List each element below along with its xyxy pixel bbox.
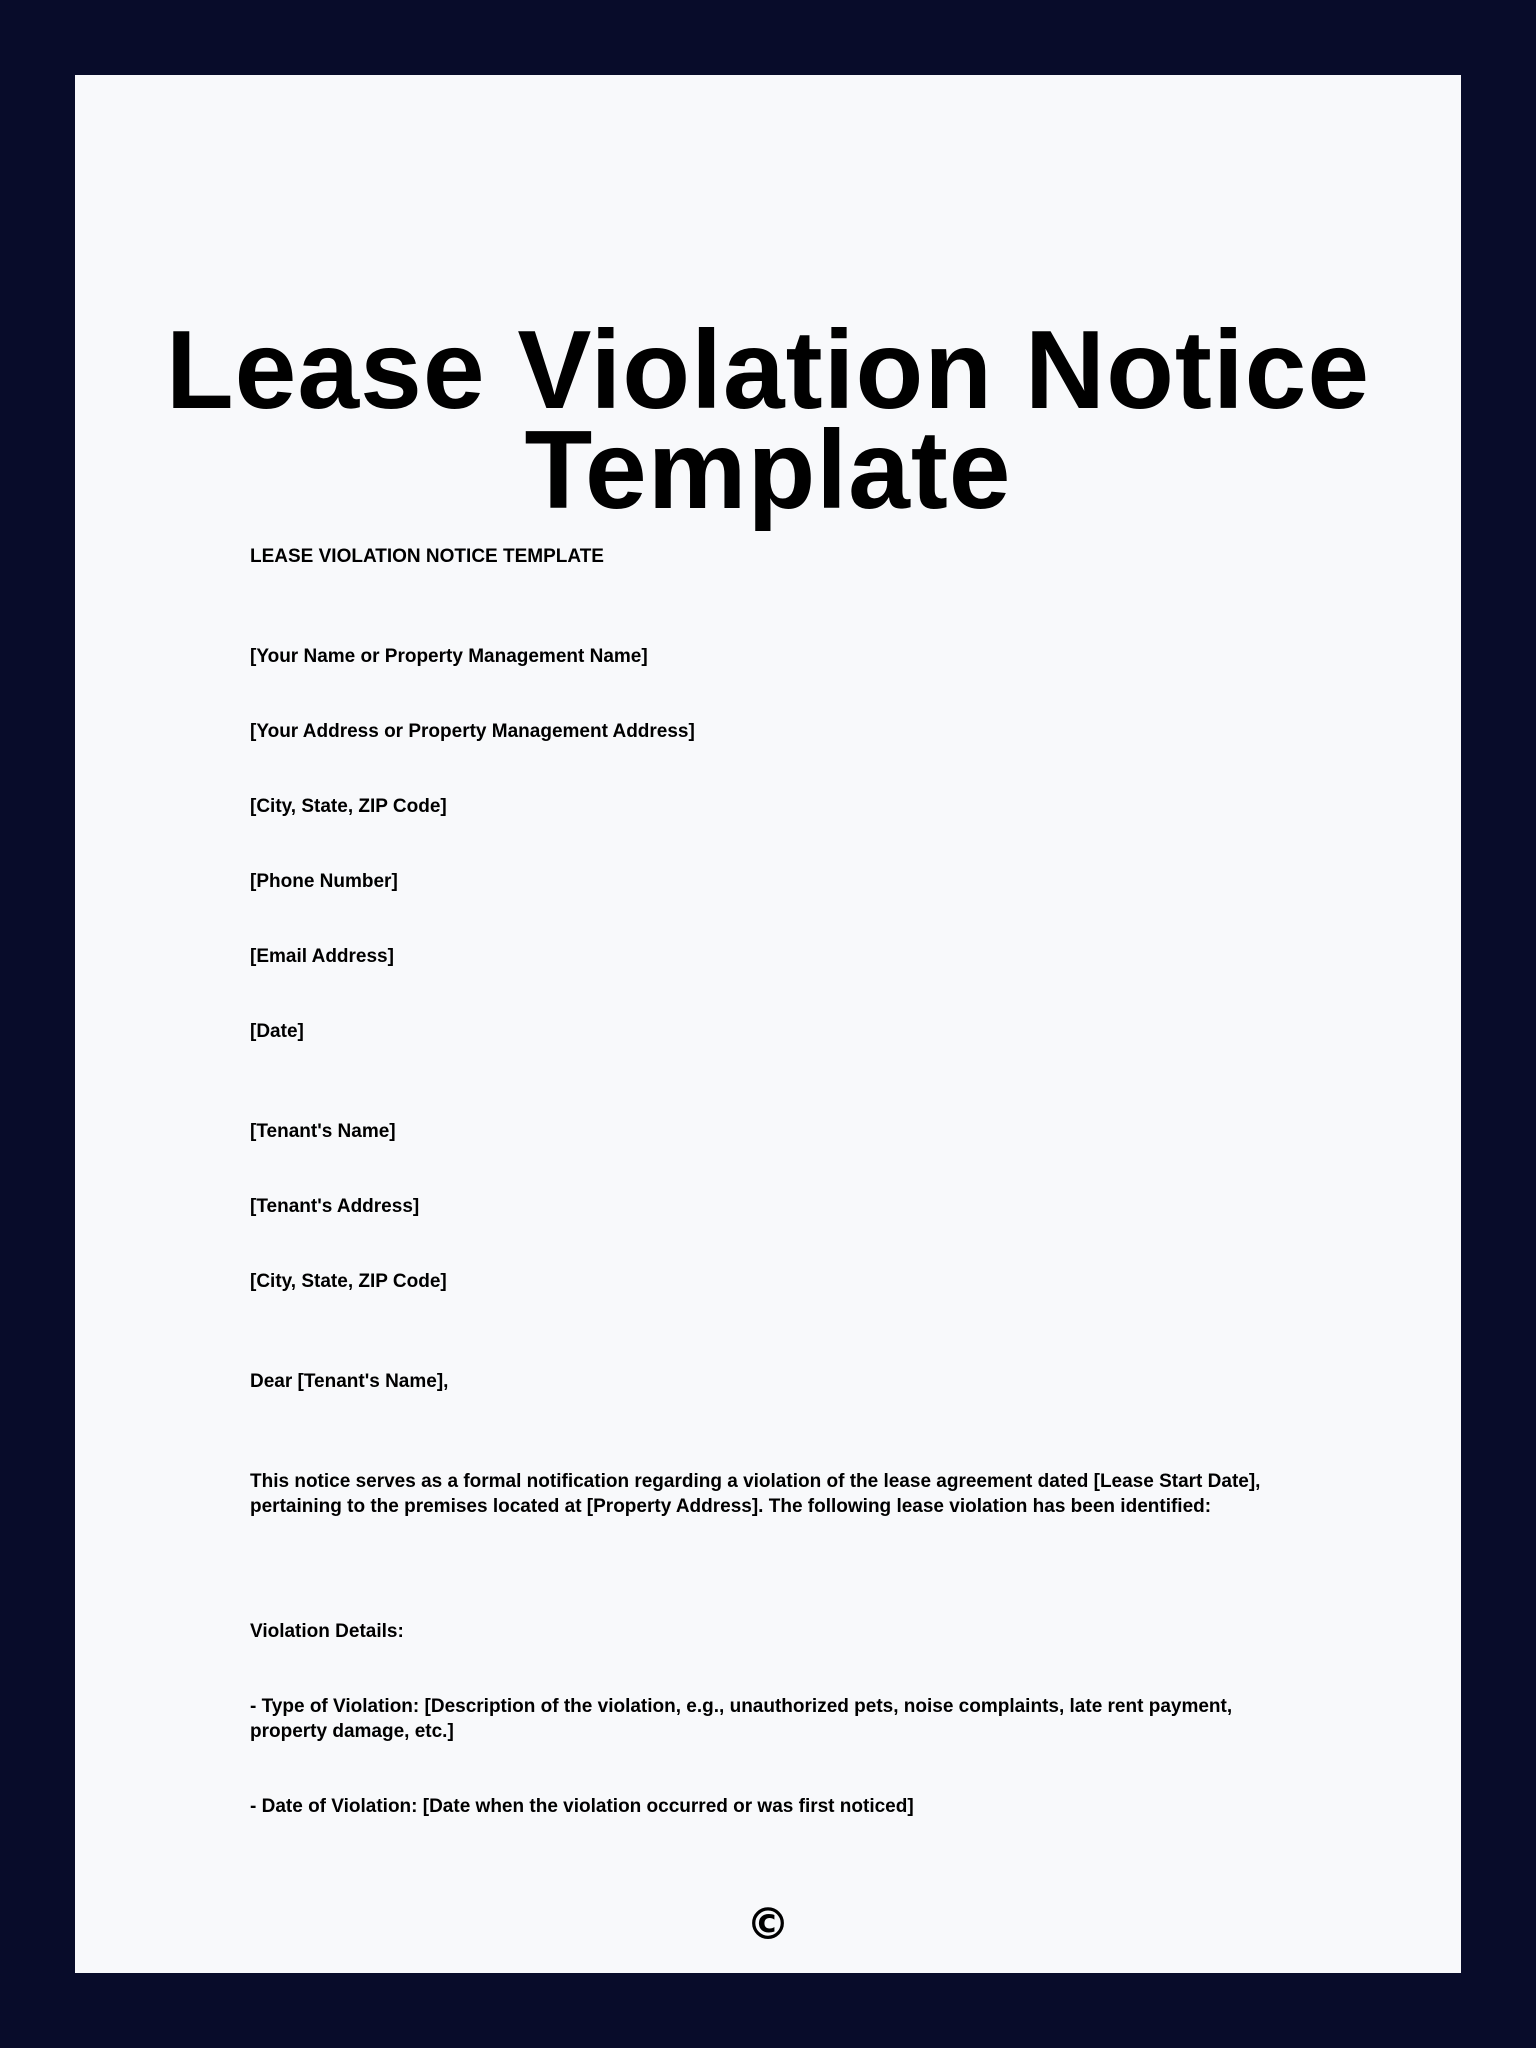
title-line-1: Lease Violation Notice [165,308,1371,432]
sender-phone: [Phone Number] [250,871,398,892]
recipient-city-state-zip: [City, State, ZIP Code] [250,1271,447,1292]
violation-date: - Date of Violation: [Date when the violation occurred or was first noticed] [250,1796,914,1817]
violation-details-heading: Violation Details: [250,1621,404,1642]
notice-date: [Date] [250,1021,304,1042]
document-page [75,75,1461,1973]
sender-city-state-zip: [City, State, ZIP Code] [250,796,447,817]
violation-type: - Type of Violation: [Description of the violation, e.g., unauthorized pets, noise complaints, late rent payment, property damage, etc.] [250,1696,1233,1742]
sender-email: [Email Address] [250,946,394,967]
recipient-address: [Tenant's Address] [250,1196,420,1217]
title-line-2: Template [524,408,1012,532]
recipient-name: [Tenant's Name] [250,1121,396,1142]
copyright-icon: © [746,1899,790,1950]
salutation: Dear [Tenant's Name], [250,1371,449,1392]
document-heading: LEASE VIOLATION NOTICE TEMPLATE [250,546,604,567]
sender-name: [Your Name or Property Management Name] [250,646,648,667]
intro-paragraph: This notice serves as a formal notification regarding a violation of the lease agreement dated [Lease Start Date], pertaining to the premises located at [Property Address]. The following lease violation has been identified: [250,1471,1261,1517]
sender-address: [Your Address or Property Management Address] [250,721,695,742]
document-title [75,308,1461,532]
